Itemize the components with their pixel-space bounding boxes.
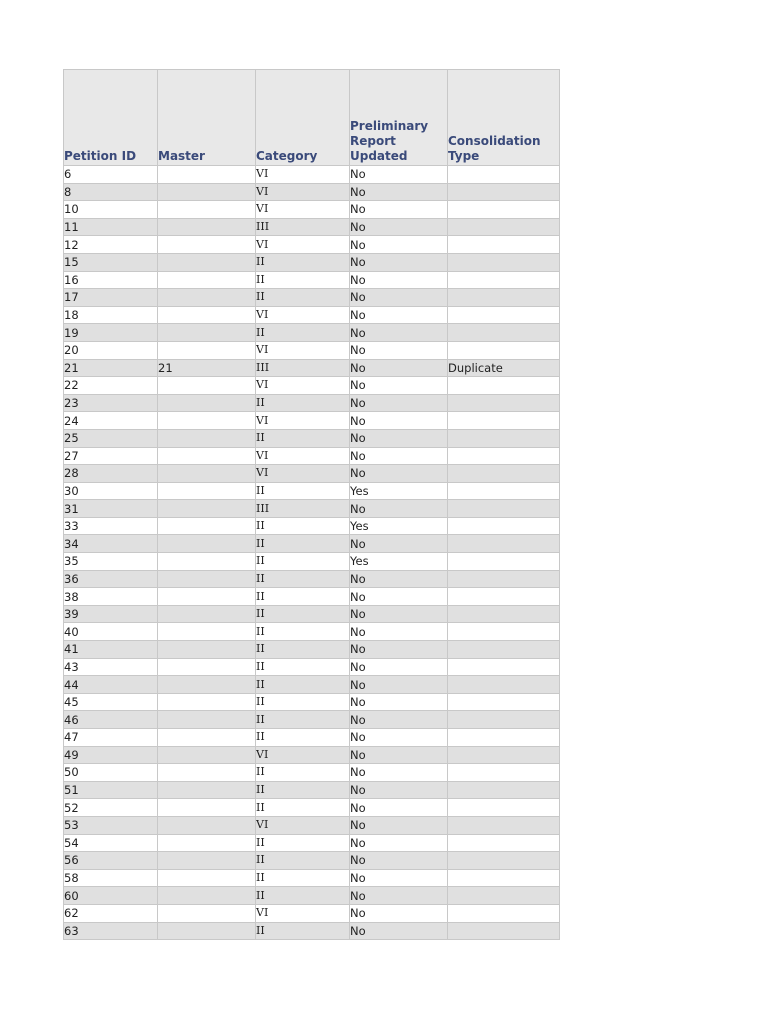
petition-id-cell: 49: [64, 746, 158, 764]
preliminary-report-updated-cell: No: [350, 377, 448, 395]
category-cell: II: [256, 588, 350, 606]
petition-id-cell: 33: [64, 517, 158, 535]
master-cell: [158, 412, 256, 430]
master-cell: [158, 324, 256, 342]
petition-id-cell: 63: [64, 922, 158, 940]
table-row: [64, 816, 560, 834]
category-cell: VI: [256, 377, 350, 395]
table-row: [64, 341, 560, 359]
category-cell: VI: [256, 447, 350, 465]
table-row: [64, 781, 560, 799]
category-cell: II: [256, 271, 350, 289]
preliminary-report-updated-cell: No: [350, 729, 448, 747]
table-row: [64, 676, 560, 694]
petition-id-cell: 45: [64, 693, 158, 711]
consolidation-type-cell: [448, 605, 560, 623]
consolidation-type-cell: [448, 271, 560, 289]
master-cell: [158, 183, 256, 201]
petition-id-cell: 40: [64, 623, 158, 641]
master-cell: [158, 711, 256, 729]
category-cell: II: [256, 517, 350, 535]
table-row: [64, 482, 560, 500]
category-cell: VI: [256, 166, 350, 184]
category-cell: VI: [256, 904, 350, 922]
petition-id-cell: 52: [64, 799, 158, 817]
table-row: [64, 553, 560, 571]
consolidation-type-cell: [448, 816, 560, 834]
table-row: [64, 922, 560, 940]
master-cell: [158, 394, 256, 412]
preliminary-report-updated-cell: No: [350, 341, 448, 359]
table-row: [64, 465, 560, 483]
master-cell: [158, 834, 256, 852]
category-cell: II: [256, 429, 350, 447]
table-row: [64, 764, 560, 782]
table-row: [64, 289, 560, 307]
preliminary-report-updated-cell: No: [350, 781, 448, 799]
petition-id-cell: 20: [64, 341, 158, 359]
preliminary-report-updated-cell: No: [350, 852, 448, 870]
preliminary-report-updated-cell: No: [350, 271, 448, 289]
consolidation-type-cell: [448, 341, 560, 359]
table-row: [64, 729, 560, 747]
category-cell: II: [256, 289, 350, 307]
master-cell: [158, 904, 256, 922]
petition-id-cell: 58: [64, 869, 158, 887]
table-row: [64, 799, 560, 817]
category-cell: II: [256, 535, 350, 553]
master-cell: [158, 869, 256, 887]
category-cell: II: [256, 482, 350, 500]
category-cell: II: [256, 799, 350, 817]
category-cell: VI: [256, 201, 350, 219]
category-cell: II: [256, 658, 350, 676]
table-row: [64, 359, 560, 377]
preliminary-report-updated-cell: No: [350, 570, 448, 588]
preliminary-report-updated-cell: Yes: [350, 517, 448, 535]
preliminary-report-updated-cell: No: [350, 676, 448, 694]
consolidation-type-cell: [448, 764, 560, 782]
preliminary-report-updated-cell: No: [350, 465, 448, 483]
table-row: [64, 324, 560, 342]
preliminary-report-updated-cell: No: [350, 605, 448, 623]
petition-id-cell: 56: [64, 852, 158, 870]
master-cell: [158, 658, 256, 676]
table-row: [64, 658, 560, 676]
petition-id-cell: 31: [64, 500, 158, 518]
consolidation-type-cell: [448, 236, 560, 254]
petition-id-cell: 19: [64, 324, 158, 342]
master-cell: [158, 553, 256, 571]
petition-id-cell: 38: [64, 588, 158, 606]
petition-id-cell: 39: [64, 605, 158, 623]
consolidation-type-cell: [448, 729, 560, 747]
master-cell: [158, 588, 256, 606]
table-row: [64, 377, 560, 395]
preliminary-report-updated-cell: No: [350, 834, 448, 852]
preliminary-report-updated-cell: No: [350, 887, 448, 905]
petition-id-cell: 23: [64, 394, 158, 412]
preliminary-report-updated-cell: No: [350, 359, 448, 377]
category-cell: II: [256, 869, 350, 887]
table-row: [64, 253, 560, 271]
petition-id-cell: 62: [64, 904, 158, 922]
master-cell: [158, 271, 256, 289]
consolidation-type-cell: [448, 218, 560, 236]
category-cell: VI: [256, 816, 350, 834]
consolidation-type-cell: [448, 658, 560, 676]
table-header: [64, 70, 560, 166]
consolidation-type-cell: [448, 482, 560, 500]
table-row: [64, 271, 560, 289]
master-cell: [158, 377, 256, 395]
master-cell: [158, 816, 256, 834]
petition-id-cell: 41: [64, 641, 158, 659]
petition-table: [63, 69, 560, 940]
consolidation-type-cell: [448, 746, 560, 764]
table-row: [64, 887, 560, 905]
category-cell: II: [256, 253, 350, 271]
consolidation-type-cell: [448, 447, 560, 465]
master-cell: [158, 764, 256, 782]
consolidation-type-cell: [448, 166, 560, 184]
master-cell: [158, 253, 256, 271]
category-cell: II: [256, 394, 350, 412]
preliminary-report-updated-cell: No: [350, 236, 448, 254]
petition-id-cell: 51: [64, 781, 158, 799]
category-cell: II: [256, 764, 350, 782]
petition-id-cell: 35: [64, 553, 158, 571]
consolidation-type-cell: [448, 377, 560, 395]
header-row: [64, 70, 560, 166]
category-cell: II: [256, 693, 350, 711]
table-row: [64, 201, 560, 219]
table-row: [64, 623, 560, 641]
table-row: [64, 447, 560, 465]
table-row: [64, 236, 560, 254]
table-row: [64, 570, 560, 588]
category-cell: II: [256, 641, 350, 659]
master-cell: [158, 500, 256, 518]
category-cell: VI: [256, 341, 350, 359]
consolidation-type-cell: [448, 781, 560, 799]
table-row: [64, 306, 560, 324]
consolidation-type-cell: [448, 852, 560, 870]
petition-id-cell: 44: [64, 676, 158, 694]
table-row: [64, 834, 560, 852]
petition-id-cell: 25: [64, 429, 158, 447]
petition-id-cell: 53: [64, 816, 158, 834]
consolidation-type-cell: Duplicate: [448, 359, 560, 377]
category-cell: III: [256, 359, 350, 377]
category-cell: II: [256, 711, 350, 729]
category-cell: II: [256, 922, 350, 940]
consolidation-type-cell: [448, 253, 560, 271]
consolidation-type-cell: [448, 869, 560, 887]
petition-id-cell: 17: [64, 289, 158, 307]
preliminary-report-updated-cell: No: [350, 183, 448, 201]
category-cell: II: [256, 605, 350, 623]
preliminary-report-updated-cell: No: [350, 218, 448, 236]
category-cell: II: [256, 781, 350, 799]
header-master: Master: [158, 70, 256, 166]
table-row: [64, 517, 560, 535]
petition-id-cell: 15: [64, 253, 158, 271]
table-row: [64, 641, 560, 659]
preliminary-report-updated-cell: No: [350, 693, 448, 711]
preliminary-report-updated-cell: No: [350, 201, 448, 219]
category-cell: II: [256, 570, 350, 588]
consolidation-type-cell: [448, 904, 560, 922]
petition-id-cell: 6: [64, 166, 158, 184]
master-cell: [158, 623, 256, 641]
table-row: [64, 183, 560, 201]
category-cell: II: [256, 623, 350, 641]
consolidation-type-cell: [448, 641, 560, 659]
preliminary-report-updated-cell: No: [350, 816, 448, 834]
consolidation-type-cell: [448, 306, 560, 324]
master-cell: [158, 429, 256, 447]
consolidation-type-cell: [448, 183, 560, 201]
petition-id-cell: 60: [64, 887, 158, 905]
master-cell: [158, 693, 256, 711]
preliminary-report-updated-cell: No: [350, 535, 448, 553]
header-consolidation-type: Consolidation Type: [448, 70, 560, 166]
preliminary-report-updated-cell: No: [350, 623, 448, 641]
master-cell: [158, 306, 256, 324]
petition-id-cell: 8: [64, 183, 158, 201]
preliminary-report-updated-cell: No: [350, 922, 448, 940]
table-body: [64, 166, 560, 940]
table-row: [64, 535, 560, 553]
preliminary-report-updated-cell: No: [350, 658, 448, 676]
master-cell: [158, 641, 256, 659]
petition-id-cell: 54: [64, 834, 158, 852]
category-cell: VI: [256, 306, 350, 324]
petition-id-cell: 50: [64, 764, 158, 782]
preliminary-report-updated-cell: No: [350, 746, 448, 764]
petition-id-cell: 24: [64, 412, 158, 430]
petition-id-cell: 12: [64, 236, 158, 254]
table-row: [64, 412, 560, 430]
petition-id-cell: 11: [64, 218, 158, 236]
category-cell: VI: [256, 183, 350, 201]
table-row: [64, 746, 560, 764]
master-cell: [158, 676, 256, 694]
preliminary-report-updated-cell: No: [350, 412, 448, 430]
consolidation-type-cell: [448, 412, 560, 430]
master-cell: [158, 746, 256, 764]
consolidation-type-cell: [448, 623, 560, 641]
category-cell: VI: [256, 412, 350, 430]
consolidation-type-cell: [448, 324, 560, 342]
consolidation-type-cell: [448, 887, 560, 905]
master-cell: [158, 781, 256, 799]
category-cell: VI: [256, 465, 350, 483]
preliminary-report-updated-cell: Yes: [350, 553, 448, 571]
preliminary-report-updated-cell: No: [350, 429, 448, 447]
table-row: [64, 869, 560, 887]
table-row: [64, 500, 560, 518]
petition-id-cell: 18: [64, 306, 158, 324]
consolidation-type-cell: [448, 429, 560, 447]
petition-id-cell: 46: [64, 711, 158, 729]
category-cell: II: [256, 553, 350, 571]
master-cell: [158, 236, 256, 254]
table-row: [64, 429, 560, 447]
preliminary-report-updated-cell: No: [350, 447, 448, 465]
category-cell: VI: [256, 236, 350, 254]
petition-id-cell: 28: [64, 465, 158, 483]
table-row: [64, 394, 560, 412]
preliminary-report-updated-cell: No: [350, 306, 448, 324]
table-row: [64, 218, 560, 236]
consolidation-type-cell: [448, 289, 560, 307]
master-cell: [158, 517, 256, 535]
consolidation-type-cell: [448, 535, 560, 553]
petition-id-cell: 34: [64, 535, 158, 553]
preliminary-report-updated-cell: Yes: [350, 482, 448, 500]
petition-id-cell: 27: [64, 447, 158, 465]
master-cell: [158, 166, 256, 184]
consolidation-type-cell: [448, 676, 560, 694]
petition-id-cell: 30: [64, 482, 158, 500]
consolidation-type-cell: [448, 799, 560, 817]
master-cell: [158, 887, 256, 905]
petition-id-cell: 21: [64, 359, 158, 377]
master-cell: [158, 482, 256, 500]
master-cell: [158, 447, 256, 465]
category-cell: VI: [256, 746, 350, 764]
preliminary-report-updated-cell: No: [350, 869, 448, 887]
master-cell: [158, 799, 256, 817]
header-petition-id: Petition ID: [64, 70, 158, 166]
table-row: [64, 605, 560, 623]
consolidation-type-cell: [448, 693, 560, 711]
preliminary-report-updated-cell: No: [350, 166, 448, 184]
consolidation-type-cell: [448, 588, 560, 606]
master-cell: [158, 341, 256, 359]
category-cell: II: [256, 852, 350, 870]
petition-id-cell: 22: [64, 377, 158, 395]
master-cell: [158, 605, 256, 623]
consolidation-type-cell: [448, 500, 560, 518]
preliminary-report-updated-cell: No: [350, 904, 448, 922]
master-cell: 21: [158, 359, 256, 377]
preliminary-report-updated-cell: No: [350, 588, 448, 606]
master-cell: [158, 218, 256, 236]
petition-id-cell: 43: [64, 658, 158, 676]
category-cell: II: [256, 834, 350, 852]
consolidation-type-cell: [448, 711, 560, 729]
master-cell: [158, 922, 256, 940]
petition-id-cell: 16: [64, 271, 158, 289]
consolidation-type-cell: [448, 834, 560, 852]
category-cell: III: [256, 218, 350, 236]
table-row: [64, 711, 560, 729]
category-cell: II: [256, 729, 350, 747]
consolidation-type-cell: [448, 201, 560, 219]
master-cell: [158, 570, 256, 588]
table-row: [64, 588, 560, 606]
master-cell: [158, 729, 256, 747]
category-cell: II: [256, 676, 350, 694]
preliminary-report-updated-cell: No: [350, 500, 448, 518]
category-cell: II: [256, 887, 350, 905]
table-row: [64, 166, 560, 184]
table-row: [64, 904, 560, 922]
preliminary-report-updated-cell: No: [350, 324, 448, 342]
table-row: [64, 852, 560, 870]
consolidation-type-cell: [448, 553, 560, 571]
preliminary-report-updated-cell: No: [350, 641, 448, 659]
category-cell: II: [256, 324, 350, 342]
preliminary-report-updated-cell: No: [350, 289, 448, 307]
master-cell: [158, 535, 256, 553]
master-cell: [158, 289, 256, 307]
preliminary-report-updated-cell: No: [350, 394, 448, 412]
master-cell: [158, 465, 256, 483]
petition-id-cell: 10: [64, 201, 158, 219]
preliminary-report-updated-cell: No: [350, 764, 448, 782]
header-preliminary-report-updated: Preliminary Report Updated: [350, 70, 448, 166]
header-category: Category: [256, 70, 350, 166]
master-cell: [158, 201, 256, 219]
preliminary-report-updated-cell: No: [350, 799, 448, 817]
consolidation-type-cell: [448, 394, 560, 412]
preliminary-report-updated-cell: No: [350, 253, 448, 271]
consolidation-type-cell: [448, 570, 560, 588]
preliminary-report-updated-cell: No: [350, 711, 448, 729]
category-cell: III: [256, 500, 350, 518]
consolidation-type-cell: [448, 517, 560, 535]
petition-id-cell: 47: [64, 729, 158, 747]
master-cell: [158, 852, 256, 870]
consolidation-type-cell: [448, 465, 560, 483]
consolidation-type-cell: [448, 922, 560, 940]
petition-id-cell: 36: [64, 570, 158, 588]
table-row: [64, 693, 560, 711]
